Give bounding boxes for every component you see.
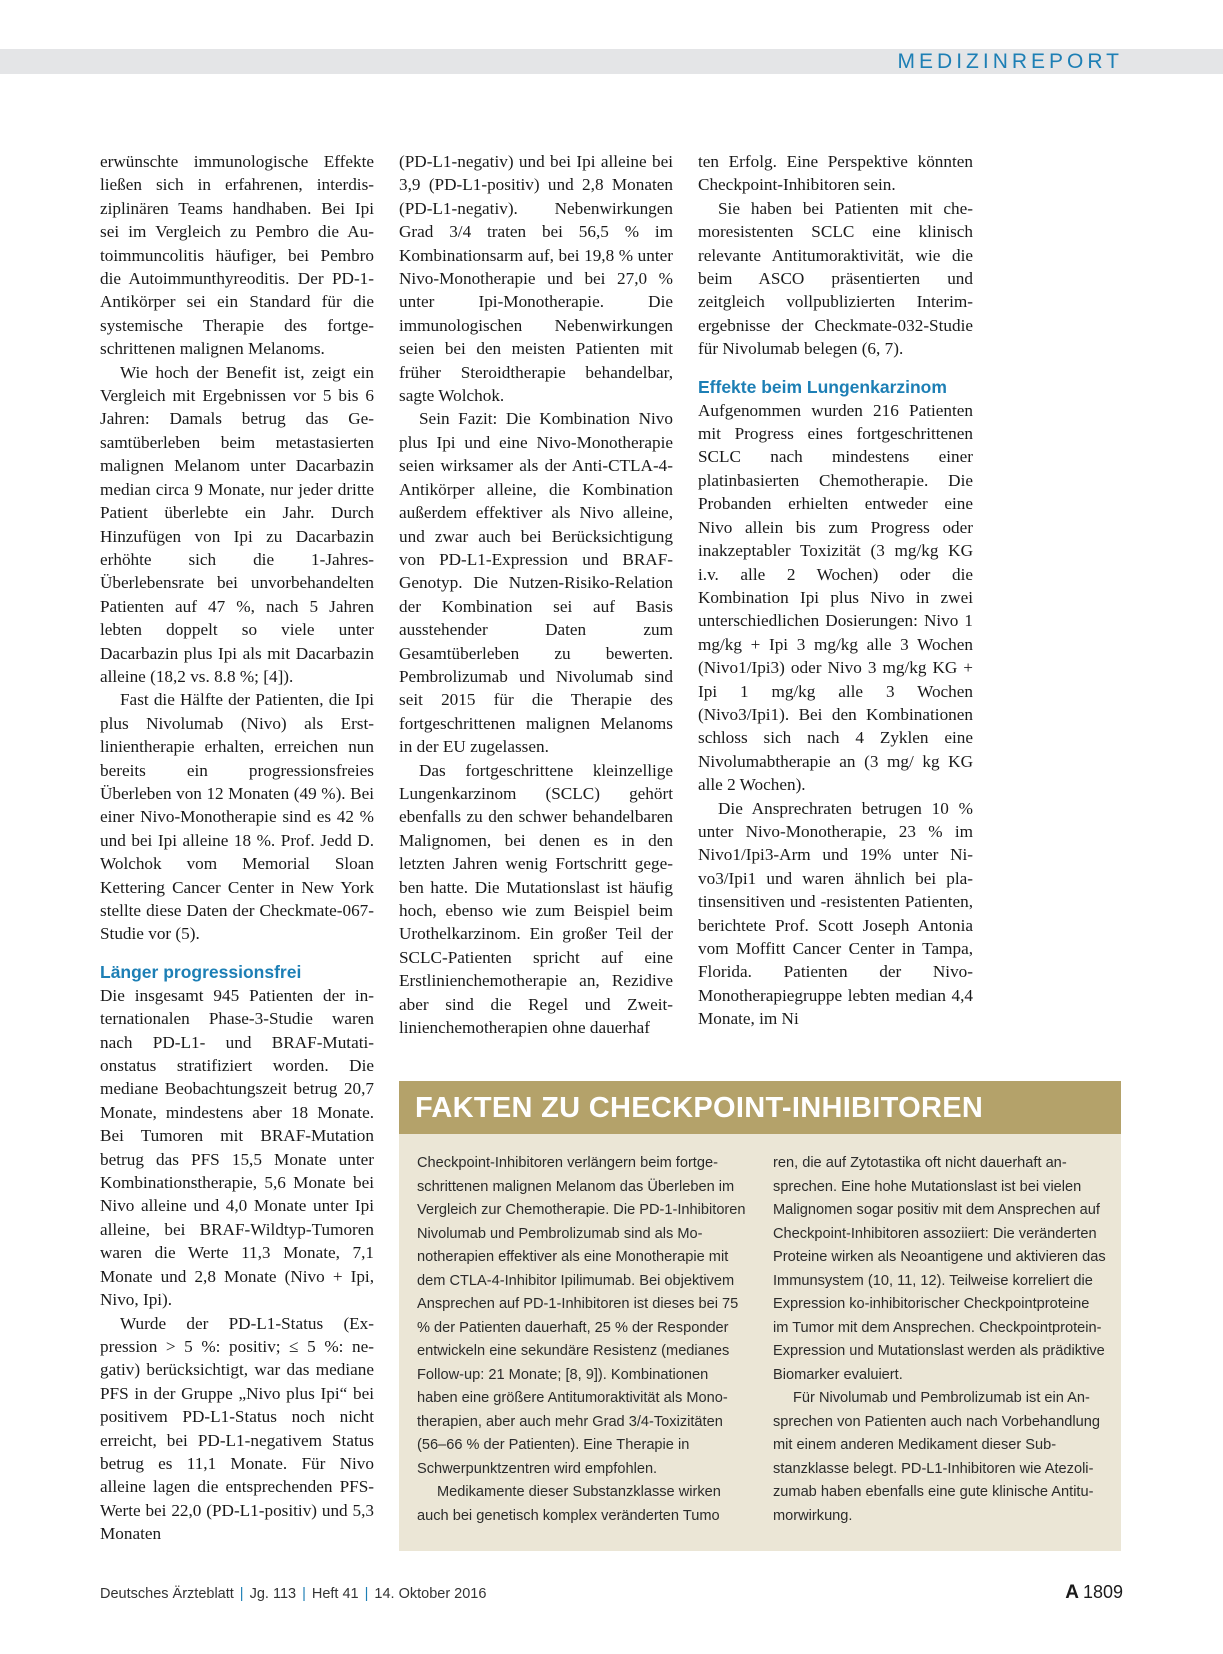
paragraph: (PD-L1-negativ) und bei Ipi alleine bei 3,9 (PD-L1-positiv) und 2,8 Monaten (PD-L1-negativ). Nebenwirkungen Grad 3/4 traten bei 56,5 % im Kombinationsarm auf, bei 19,8 % unter Nivo-Monotherapie und bei 27,0 % unter Ipi-Monotherapie. Die immunologischen Nebenwirkungen seien bei den meisten Patienten mit früher Steroidtherapie behandelbar, sagte Wolchok. [399, 152, 673, 406]
article-column-3 [698, 150, 973, 1031]
article-column-2 [399, 150, 673, 1039]
footer-citation [100, 1583, 486, 1605]
paragraph: Die Ansprechraten betrugen 10 % unter Nivo-Monotherapie, 23 % im Nivo1/Ipi3-Arm und 19% unter Nivo3/Ipi1 und waren ähnlich bei platinsensitiven und -resistenten Patienten, berichtete Prof. Scott Joseph Antonia vom Moffitt Cancer Center in Tampa, Florida. Patienten der Nivo-Monotherapiegruppe lebten median 4,4 Monate, im Ni [698, 798, 973, 1029]
paragraph: Fast die Hälfte der Patienten, die Ipi plus Nivolumab (Nivo) als Erstlinientherapie erhalten, erreichen nun bereits ein progressionsfreies Überleben von 12 Monaten (49 %). Bei einer Nivo-Monotherapie sind es 42 % und bei Ipi alleine 18 %. Prof. Jedd D. Wolchok vom Memorial Sloan Kettering Cancer Center in New York stellte diese Daten der Checkmate-067-Studie vor (5). [100, 690, 374, 944]
issue-date: 14. Oktober 2016 [374, 1586, 487, 1602]
paragraph: Die insgesamt 945 Patienten der internationalen Phase-3-Studie waren nach PD-L1- und BRAF-Mutationstatus stratifiziert worden. Die mediane Beobachtungszeit betrug 20,7 Monate, mindestens aber 18 Monate. Bei Tumoren mit BRAF-Mutation betrug das PFS 15,5 Monate unter Kombinationstherapie, 5,6 Monate bei Nivo alleine und 4,0 Monate unter Ipi alleine, bei BRAF-Wildtyp-Tumoren waren die Werte 11,3 Monate, 7,1 Monate und 2,8 Monate (Nivo + Ipi, Nivo, Ipi). [100, 985, 374, 1310]
section-label: MEDIZINREPORT [897, 50, 1123, 73]
paragraph: Sie haben bei Patienten mit chemoresistenten SCLC eine klinisch relevante Antitumoraktivität, wie die beim ASCO präsentierten und zeitgleich vollpublizierten Interimergebnisse der Checkmate-032-Studie für Nivolumab belegen (6, 7). [698, 198, 973, 359]
fact-box [399, 1081, 1121, 1551]
paragraph: ten Erfolg. Eine Perspektive könnten Checkpoint-Inhibitoren sein. [698, 152, 973, 195]
fact-box-header [399, 1081, 1121, 1134]
separator: | [302, 1586, 306, 1602]
paragraph: Aufgenommen wurden 216 Patienten mit Progress eines fortgeschrittenen SCLC nach mindestens einer platinbasierten Chemotherapie. Die Probanden erhielten entweder eine Nivo allein bis zum Progress oder inakzeptabler Toxizität (3 mg/kg KG i.v. alle 2 Wochen) oder die Kombination Ipi plus Nivo in zwei unterschiedlichen Dosierungen: Nivo 1 mg/kg + Ipi 3 mg/kg alle 3 Wochen (Nivo1/Ipi3) oder Nivo 3 mg/kg KG + Ipi 1 mg/kg alle 3 Wochen (Nivo3/Ipi1). Bei den Kombinationen schloss sich nach 4 Zyklen eine Nivolumabtherapie an (3 mg/ kg KG alle 2 Wochen). [698, 400, 973, 795]
page-number-value: 1809 [1082, 1582, 1123, 1602]
article-column-1 [100, 150, 374, 1546]
subheading: Länger progressionsfrei [100, 961, 302, 982]
paragraph: Das fortgeschrittene kleinzellige Lungenkarzinom (SCLC) gehört ebenfalls zu den schwer behandelbaren Malignomen, bei denen es in den letzten Jahren wenig Fortschritt gegeben hatte. Die Mutationslast ist häufig hoch, ebenso wie zum Beispiel beim Urothelkarzinom. Ein großer Teil der SCLC-Patienten spricht auf eine Erstlinienchemotherapie an, Rezidive aber sind die Regel und Zweitlinienchemotherapien ohne dauerhaf [399, 760, 673, 1038]
paragraph: erwünschte immunologische Effekte ließen sich in erfahrenen, interdisziplinären Teams handhaben. Bei Ipi sei im Vergleich zu Pembro die Autoimmuncolitis häufiger, bei Pembro die Autoimmunthyreoditis. Der PD-1-Antikörper sei ein Standard für die systemische Therapie des fortgeschrittenen malignen Melanoms. [100, 152, 374, 359]
separator: | [239, 1586, 244, 1602]
paragraph: Für Nivolumab und Pembrolizumab ist ein Ansprechen von Patienten auch nach Vorbehandlung mit einem anderen Medikament dieser Substanzklasse belegt. PD-L1-Inhibitoren wie Atezolizumab haben ebenfalls eine gute klinische Antitumorwirkung. [773, 1390, 1100, 1524]
subheading: Effekte beim Lungenkarzinom [698, 376, 947, 397]
page-number [1065, 1580, 1123, 1604]
fact-box-column-2 [773, 1152, 1107, 1528]
paragraph: Checkpoint-Inhibitoren verlängern beim fortgeschrittenen malignen Melanom das Überleben im Vergleich zur Chemotherapie. Die PD-1-Inhibitoren Nivolumab und Pembrolizumab sind als Monotherapien effektiver als eine Monotherapie mit dem CTLA-4-Inhibitor Ipilimumab. Bei objektivem Ansprechen auf PD-1-Inhibitoren ist dieses bei 75 % der Patienten dauerhaft, 25 % der Responder entwickeln eine sekundäre Resistenz (medianes Follow-up: 21 Monate; [8, 9]). Kombinationen haben eine größere Antitumoraktivität als Monotherapien, aber auch mehr Grad 3/4-Toxizitäten (56–66 % der Patienten). Eine Therapie in Schwerpunktzentren wird empfohlen. [417, 1155, 746, 1477]
issue: Heft 41 [311, 1586, 359, 1602]
paragraph: Medikamente dieser Substanzklasse wirken auch bei genetisch komplex veränderten Tumo [417, 1484, 721, 1524]
paragraph: Wurde der PD-L1-Status (Expression > 5 %: positiv; ≤ 5 %: negativ) berücksichtigt, war das mediane PFS in der Gruppe „Nivo plus Ipi“ bei positivem PD-L1-Status noch nicht erreicht, bei PD-L1-negativem Status betrug es 11,1 Monate. Für Nivo alleine lagen die entsprechenden PFS-Werte bei 22,0 (PD-L1-positiv) und 5,3 Monaten [100, 1313, 374, 1544]
paragraph: Wie hoch der Benefit ist, zeigt ein Vergleich mit Ergebnissen vor 5 bis 6 Jahren: Damals betrug das Gesamtüberleben beim metastasierten malignen Melanom unter Dacarbazin median circa 9 Monate, nur jeder dritte Patient überlebte ein Jahr. Durch Hinzufügen von Ipi zu Dacarbazin erhöhte sich die 1-Jahres-Überlebensrate bei unvorbehandelten Patienten auf 47 %, nach 5 Jahren lebten doppelt so viele unter Dacarbazin plus Ipi als mit Dacarbazin alleine (18,2 vs. 8.8 %; [4]). [100, 362, 374, 686]
fact-box-title: FAKTEN ZU CHECKPOINT-INHIBITOREN [415, 1092, 984, 1124]
fact-box-column-1 [417, 1152, 747, 1528]
paragraph: ren, die auf Zytotastika oft nicht dauerhaft ansprechen. Eine hohe Mutationslast ist bei vielen Malignomen sogar positiv mit dem Ansprechen auf Checkpoint-Inhibitoren assoziiert: Die veränderten Proteine wirken als Neoantigene und aktivieren das Immunsystem (10, 11, 12). Teilweise korreliert die Expression ko-inhibitorischer Checkpointproteine im Tumor mit dem Ansprechen. Checkpointprotein-Expression und Mutationslast werden als prädiktive Biomarker evaluiert. [773, 1155, 1106, 1383]
page-prefix: A [1065, 1582, 1079, 1603]
paragraph: Sein Fazit: Die Kombination Nivo plus Ipi und eine Nivo-Monotherapie seien wirksamer als der Anti-CTLA-4-Antikörper alleine, die Kombination außerdem effektiver als Nivo alleine, und zwar auch bei Berücksichtigung von PD-L1-Expression und BRAF-Genotyp. Die Nutzen-Risiko-Relation der Kombination sei auf Basis ausstehender Daten zum Gesamtüberleben zu bewerten. Pembrolizumab und Nivolumab sind seit 2015 für die Therapie des fortgeschrittenen malignen Melanoms in der EU zugelassen. [399, 409, 673, 757]
volume: Jg. 113 [249, 1586, 297, 1602]
separator: | [364, 1586, 369, 1602]
journal-name: Deutsches Ärzteblatt [100, 1586, 234, 1602]
